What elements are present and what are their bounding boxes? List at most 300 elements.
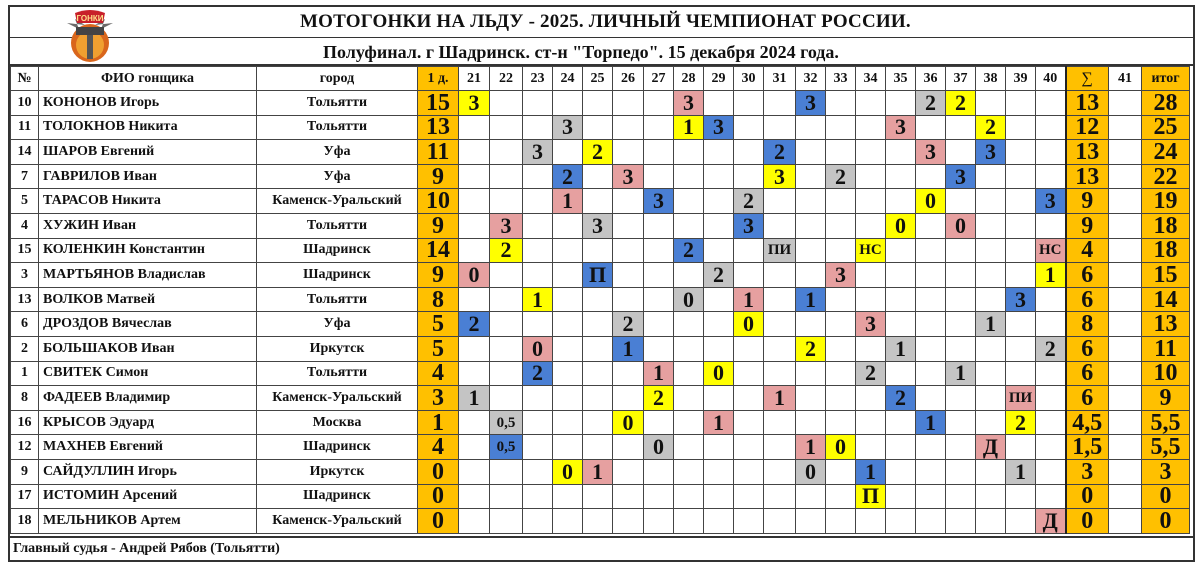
rider-city: Шадринск xyxy=(257,435,418,460)
heat-33-cell: 3 xyxy=(826,263,856,288)
heat-34-cell xyxy=(856,213,886,238)
heat-29-cell xyxy=(704,140,734,165)
heat-39-cell: ПИ xyxy=(1006,386,1036,411)
heat-35-cell xyxy=(886,238,916,263)
rider-city: Уфа xyxy=(257,312,418,337)
heat-22-cell xyxy=(490,263,523,288)
heat-22-cell xyxy=(490,336,523,361)
heat-27-cell xyxy=(644,164,674,189)
col-header-heat-21: 21 xyxy=(459,67,490,91)
heat-24-cell: 0 xyxy=(553,459,583,484)
heat-31-cell xyxy=(764,361,796,386)
heat-37-cell xyxy=(946,459,976,484)
heat-37-cell xyxy=(946,312,976,337)
heat-37-cell: 2 xyxy=(946,91,976,116)
col-header-heat-38: 38 xyxy=(976,67,1006,91)
footer xyxy=(10,536,1193,560)
heat-23-cell xyxy=(523,386,553,411)
title-row xyxy=(10,7,1193,38)
heat-31-cell xyxy=(764,484,796,509)
heat-37-cell xyxy=(946,189,976,214)
total-points: 5,5 xyxy=(1142,410,1190,435)
heat-25-cell xyxy=(583,435,613,460)
heat-41-cell xyxy=(1109,386,1142,411)
heat-28-cell: 0 xyxy=(674,287,704,312)
col-header-heat-27: 27 xyxy=(644,67,674,91)
heat-31-cell xyxy=(764,312,796,337)
rider-city: Тольятти xyxy=(257,91,418,116)
heat-40-cell: 1 xyxy=(1036,263,1066,288)
heat-39-cell xyxy=(1006,189,1036,214)
heat-37-cell xyxy=(946,115,976,140)
sum-points: 0 xyxy=(1066,484,1109,509)
heat-34-cell xyxy=(856,410,886,435)
heat-33-cell xyxy=(826,484,856,509)
heat-39-cell xyxy=(1006,213,1036,238)
heat-32-cell xyxy=(796,140,826,165)
day1-points: 0 xyxy=(418,509,459,534)
table-row xyxy=(11,336,1190,361)
rider-city: Шадринск xyxy=(257,484,418,509)
heat-29-cell: 0 xyxy=(704,361,734,386)
heat-23-cell xyxy=(523,263,553,288)
rider-name: ФАДЕЕВ Владимир xyxy=(39,386,257,411)
heat-27-cell: 3 xyxy=(644,189,674,214)
heat-32-cell xyxy=(796,410,826,435)
col-header-heat-32: 32 xyxy=(796,67,826,91)
heat-29-cell xyxy=(704,312,734,337)
heat-21-cell xyxy=(459,435,490,460)
heat-40-cell xyxy=(1036,361,1066,386)
heat-40-cell: Д xyxy=(1036,509,1066,534)
heat-36-cell xyxy=(916,164,946,189)
heat-33-cell: 2 xyxy=(826,164,856,189)
heat-21-cell xyxy=(459,459,490,484)
heat-24-cell xyxy=(553,386,583,411)
sum-points: 1,5 xyxy=(1066,435,1109,460)
heat-37-cell xyxy=(946,410,976,435)
heat-26-cell xyxy=(613,140,644,165)
rider-number: 4 xyxy=(11,213,39,238)
heat-32-cell: 3 xyxy=(796,91,826,116)
sum-points: 6 xyxy=(1066,361,1109,386)
heat-41-cell xyxy=(1109,115,1142,140)
heat-40-cell xyxy=(1036,91,1066,116)
heat-26-cell xyxy=(613,435,644,460)
heat-33-cell xyxy=(826,287,856,312)
heat-23-cell xyxy=(523,91,553,116)
heat-23-cell xyxy=(523,484,553,509)
heat-41-cell xyxy=(1109,140,1142,165)
heat-21-cell xyxy=(459,509,490,534)
heat-25-cell xyxy=(583,164,613,189)
rider-city: Уфа xyxy=(257,164,418,189)
heat-29-cell xyxy=(704,435,734,460)
rider-city: Уфа xyxy=(257,140,418,165)
heat-41-cell xyxy=(1109,435,1142,460)
heat-34-cell xyxy=(856,435,886,460)
heat-38-cell xyxy=(976,238,1006,263)
heat-39-cell: 2 xyxy=(1006,410,1036,435)
heat-22-cell: 2 xyxy=(490,238,523,263)
heat-28-cell: 1 xyxy=(674,115,704,140)
col-header-heat-40: 40 xyxy=(1036,67,1066,91)
heat-29-cell xyxy=(704,484,734,509)
heat-38-cell xyxy=(976,189,1006,214)
heat-30-cell xyxy=(734,336,764,361)
heat-39-cell xyxy=(1006,115,1036,140)
rider-city: Тольятти xyxy=(257,361,418,386)
heat-32-cell xyxy=(796,509,826,534)
rider-name: МЕЛЬНИКОВ Артем xyxy=(39,509,257,534)
rider-number: 9 xyxy=(11,459,39,484)
heat-27-cell xyxy=(644,312,674,337)
heat-35-cell xyxy=(886,459,916,484)
heat-41-cell xyxy=(1109,164,1142,189)
heat-35-cell xyxy=(886,410,916,435)
heat-26-cell: 1 xyxy=(613,336,644,361)
heat-32-cell: 1 xyxy=(796,435,826,460)
heat-32-cell: 2 xyxy=(796,336,826,361)
heat-24-cell xyxy=(553,410,583,435)
heat-23-cell xyxy=(523,435,553,460)
heat-23-cell xyxy=(523,410,553,435)
rider-name: ШАРОВ Евгений xyxy=(39,140,257,165)
day1-points: 5 xyxy=(418,312,459,337)
heat-41-cell xyxy=(1109,213,1142,238)
heat-23-cell: 3 xyxy=(523,140,553,165)
heat-26-cell xyxy=(613,263,644,288)
heat-21-cell xyxy=(459,361,490,386)
heat-32-cell: 0 xyxy=(796,459,826,484)
heat-38-cell xyxy=(976,361,1006,386)
rider-city: Каменск-Уральский xyxy=(257,189,418,214)
day1-points: 0 xyxy=(418,459,459,484)
rider-city: Иркутск xyxy=(257,459,418,484)
heat-28-cell xyxy=(674,140,704,165)
heat-26-cell: 0 xyxy=(613,410,644,435)
heat-36-cell xyxy=(916,213,946,238)
col-header-total: итог xyxy=(1142,67,1190,91)
col-header-heat-30: 30 xyxy=(734,67,764,91)
rider-number: 17 xyxy=(11,484,39,509)
heat-29-cell xyxy=(704,386,734,411)
table-row xyxy=(11,91,1190,116)
table-row xyxy=(11,361,1190,386)
sum-points: 12 xyxy=(1066,115,1109,140)
heat-21-cell xyxy=(459,213,490,238)
heat-26-cell xyxy=(613,386,644,411)
col-header-day1: 1 д. xyxy=(418,67,459,91)
heat-29-cell: 1 xyxy=(704,410,734,435)
heat-36-cell: 0 xyxy=(916,189,946,214)
rider-name: ИСТОМИН Арсений xyxy=(39,484,257,509)
heat-29-cell xyxy=(704,287,734,312)
col-header-heat-28: 28 xyxy=(674,67,704,91)
col-header-heat-37: 37 xyxy=(946,67,976,91)
heat-21-cell xyxy=(459,410,490,435)
heat-28-cell xyxy=(674,484,704,509)
day1-points: 11 xyxy=(418,140,459,165)
col-header-heat-41: 41 xyxy=(1109,67,1142,91)
heat-21-cell xyxy=(459,336,490,361)
heat-23-cell: 0 xyxy=(523,336,553,361)
heat-21-cell xyxy=(459,238,490,263)
rider-number: 7 xyxy=(11,164,39,189)
sum-points: 13 xyxy=(1066,91,1109,116)
heat-23-cell: 1 xyxy=(523,287,553,312)
heat-25-cell xyxy=(583,509,613,534)
heat-28-cell xyxy=(674,435,704,460)
heat-24-cell xyxy=(553,484,583,509)
heat-38-cell xyxy=(976,410,1006,435)
heat-22-cell xyxy=(490,164,523,189)
heat-23-cell xyxy=(523,238,553,263)
total-points: 13 xyxy=(1142,312,1190,337)
heat-27-cell xyxy=(644,263,674,288)
heat-32-cell xyxy=(796,386,826,411)
heat-28-cell xyxy=(674,336,704,361)
rider-number: 2 xyxy=(11,336,39,361)
page-title: МОТОГОНКИ НА ЛЬДУ - 2025. ЛИЧНЫЙ ЧЕМПИОНАТ РОССИИ. xyxy=(300,11,911,32)
heat-34-cell xyxy=(856,263,886,288)
heat-40-cell xyxy=(1036,115,1066,140)
heat-25-cell xyxy=(583,91,613,116)
heat-25-cell xyxy=(583,361,613,386)
heat-34-cell: П xyxy=(856,484,886,509)
heat-35-cell xyxy=(886,435,916,460)
heat-21-cell xyxy=(459,484,490,509)
heat-31-cell xyxy=(764,509,796,534)
heat-38-cell xyxy=(976,509,1006,534)
heat-26-cell xyxy=(613,115,644,140)
heat-38-cell xyxy=(976,459,1006,484)
heat-23-cell xyxy=(523,213,553,238)
heat-31-cell: 1 xyxy=(764,386,796,411)
heat-39-cell xyxy=(1006,91,1036,116)
sum-points: 6 xyxy=(1066,287,1109,312)
heat-39-cell xyxy=(1006,164,1036,189)
heat-33-cell xyxy=(826,336,856,361)
heat-36-cell: 2 xyxy=(916,91,946,116)
heat-30-cell xyxy=(734,115,764,140)
rider-city: Москва xyxy=(257,410,418,435)
heat-36-cell xyxy=(916,115,946,140)
rider-number: 5 xyxy=(11,189,39,214)
heat-34-cell xyxy=(856,91,886,116)
heat-39-cell xyxy=(1006,238,1036,263)
rider-name: ХУЖИН Иван xyxy=(39,213,257,238)
heat-30-cell: 1 xyxy=(734,287,764,312)
rider-name: КОЛЕНКИН Константин xyxy=(39,238,257,263)
heat-34-cell xyxy=(856,287,886,312)
heat-36-cell xyxy=(916,312,946,337)
heat-27-cell xyxy=(644,509,674,534)
heat-26-cell: 3 xyxy=(613,164,644,189)
heat-25-cell xyxy=(583,312,613,337)
heat-23-cell xyxy=(523,312,553,337)
heat-27-cell: 2 xyxy=(644,386,674,411)
rider-city: Тольятти xyxy=(257,213,418,238)
heat-33-cell xyxy=(826,312,856,337)
heat-23-cell xyxy=(523,509,553,534)
rider-number: 15 xyxy=(11,238,39,263)
heat-28-cell xyxy=(674,459,704,484)
heat-31-cell xyxy=(764,189,796,214)
heat-37-cell: 1 xyxy=(946,361,976,386)
heat-21-cell: 2 xyxy=(459,312,490,337)
page-subtitle: Полуфинал. г Шадринск. ст-н "Торпедо". 15 декабря 2024 года. xyxy=(323,42,839,62)
heat-35-cell xyxy=(886,287,916,312)
sum-points: 13 xyxy=(1066,140,1109,165)
heat-31-cell xyxy=(764,213,796,238)
heat-30-cell: 3 xyxy=(734,213,764,238)
rider-name: ГАВРИЛОВ Иван xyxy=(39,164,257,189)
heat-27-cell: 1 xyxy=(644,361,674,386)
heat-24-cell xyxy=(553,361,583,386)
heat-40-cell: 2 xyxy=(1036,336,1066,361)
heat-36-cell xyxy=(916,509,946,534)
rider-number: 1 xyxy=(11,361,39,386)
heat-39-cell: 3 xyxy=(1006,287,1036,312)
heat-39-cell xyxy=(1006,361,1036,386)
heat-33-cell: 0 xyxy=(826,435,856,460)
heat-25-cell xyxy=(583,410,613,435)
heat-25-cell: П xyxy=(583,263,613,288)
col-header-heat-22: 22 xyxy=(490,67,523,91)
heat-29-cell xyxy=(704,459,734,484)
heat-40-cell xyxy=(1036,312,1066,337)
heat-28-cell xyxy=(674,213,704,238)
table-row xyxy=(11,189,1190,214)
heat-31-cell: 3 xyxy=(764,164,796,189)
heat-35-cell xyxy=(886,140,916,165)
heat-27-cell: 0 xyxy=(644,435,674,460)
table-row xyxy=(11,484,1190,509)
heat-28-cell xyxy=(674,410,704,435)
heat-24-cell xyxy=(553,287,583,312)
chief-referee: Главный судья - Андрей Рябов (Тольятти) xyxy=(13,541,280,556)
total-points: 9 xyxy=(1142,386,1190,411)
heat-36-cell xyxy=(916,263,946,288)
col-header-heat-23: 23 xyxy=(523,67,553,91)
heat-30-cell xyxy=(734,410,764,435)
heat-34-cell: НС xyxy=(856,238,886,263)
heat-33-cell xyxy=(826,213,856,238)
sum-points: 9 xyxy=(1066,213,1109,238)
rider-name: ТОЛОКНОВ Никита xyxy=(39,115,257,140)
heat-31-cell xyxy=(764,115,796,140)
col-header-heat-29: 29 xyxy=(704,67,734,91)
heat-24-cell xyxy=(553,312,583,337)
heat-38-cell xyxy=(976,164,1006,189)
heat-34-cell xyxy=(856,140,886,165)
heat-30-cell xyxy=(734,361,764,386)
rider-name: ВОЛКОВ Матвей xyxy=(39,287,257,312)
day1-points: 14 xyxy=(418,238,459,263)
heat-34-cell xyxy=(856,164,886,189)
heat-35-cell xyxy=(886,484,916,509)
heat-39-cell xyxy=(1006,140,1036,165)
heat-24-cell: 1 xyxy=(553,189,583,214)
table-row xyxy=(11,140,1190,165)
heat-28-cell xyxy=(674,263,704,288)
rider-name: СВИТЕК Симон xyxy=(39,361,257,386)
heat-34-cell xyxy=(856,509,886,534)
total-points: 3 xyxy=(1142,459,1190,484)
heat-37-cell xyxy=(946,484,976,509)
table-row xyxy=(11,509,1190,534)
heat-40-cell xyxy=(1036,386,1066,411)
heat-22-cell xyxy=(490,287,523,312)
heat-39-cell xyxy=(1006,484,1036,509)
heat-25-cell: 2 xyxy=(583,140,613,165)
heat-35-cell xyxy=(886,263,916,288)
heat-30-cell: 2 xyxy=(734,189,764,214)
heat-39-cell: 1 xyxy=(1006,459,1036,484)
heat-41-cell xyxy=(1109,312,1142,337)
heat-24-cell xyxy=(553,509,583,534)
heat-29-cell xyxy=(704,336,734,361)
heat-22-cell xyxy=(490,459,523,484)
heat-38-cell xyxy=(976,91,1006,116)
heat-25-cell xyxy=(583,238,613,263)
heat-33-cell xyxy=(826,509,856,534)
rider-number: 8 xyxy=(11,386,39,411)
heat-37-cell xyxy=(946,509,976,534)
subtitle-row xyxy=(10,38,1193,66)
heat-33-cell xyxy=(826,459,856,484)
heat-26-cell xyxy=(613,361,644,386)
heat-38-cell xyxy=(976,263,1006,288)
heat-23-cell xyxy=(523,459,553,484)
heat-33-cell xyxy=(826,410,856,435)
heat-35-cell: 1 xyxy=(886,336,916,361)
heat-25-cell: 1 xyxy=(583,459,613,484)
heat-30-cell xyxy=(734,435,764,460)
heat-39-cell xyxy=(1006,435,1036,460)
heat-37-cell xyxy=(946,140,976,165)
heat-31-cell xyxy=(764,263,796,288)
day1-points: 15 xyxy=(418,91,459,116)
rider-number: 3 xyxy=(11,263,39,288)
rider-number: 6 xyxy=(11,312,39,337)
heat-24-cell xyxy=(553,238,583,263)
total-points: 24 xyxy=(1142,140,1190,165)
heat-40-cell xyxy=(1036,410,1066,435)
heat-40-cell xyxy=(1036,140,1066,165)
heat-30-cell xyxy=(734,263,764,288)
heat-31-cell: ПИ xyxy=(764,238,796,263)
heat-22-cell xyxy=(490,140,523,165)
heat-35-cell: 0 xyxy=(886,213,916,238)
rider-number: 16 xyxy=(11,410,39,435)
total-points: 22 xyxy=(1142,164,1190,189)
day1-points: 4 xyxy=(418,435,459,460)
heat-35-cell xyxy=(886,164,916,189)
heat-37-cell xyxy=(946,435,976,460)
heat-21-cell xyxy=(459,115,490,140)
rider-city: Тольятти xyxy=(257,287,418,312)
total-points: 15 xyxy=(1142,263,1190,288)
sum-points: 4,5 xyxy=(1066,410,1109,435)
heat-40-cell: 3 xyxy=(1036,189,1066,214)
heat-37-cell xyxy=(946,238,976,263)
rider-name: САЙДУЛЛИН Игорь xyxy=(39,459,257,484)
heat-31-cell xyxy=(764,336,796,361)
heat-34-cell xyxy=(856,386,886,411)
heat-27-cell xyxy=(644,287,674,312)
